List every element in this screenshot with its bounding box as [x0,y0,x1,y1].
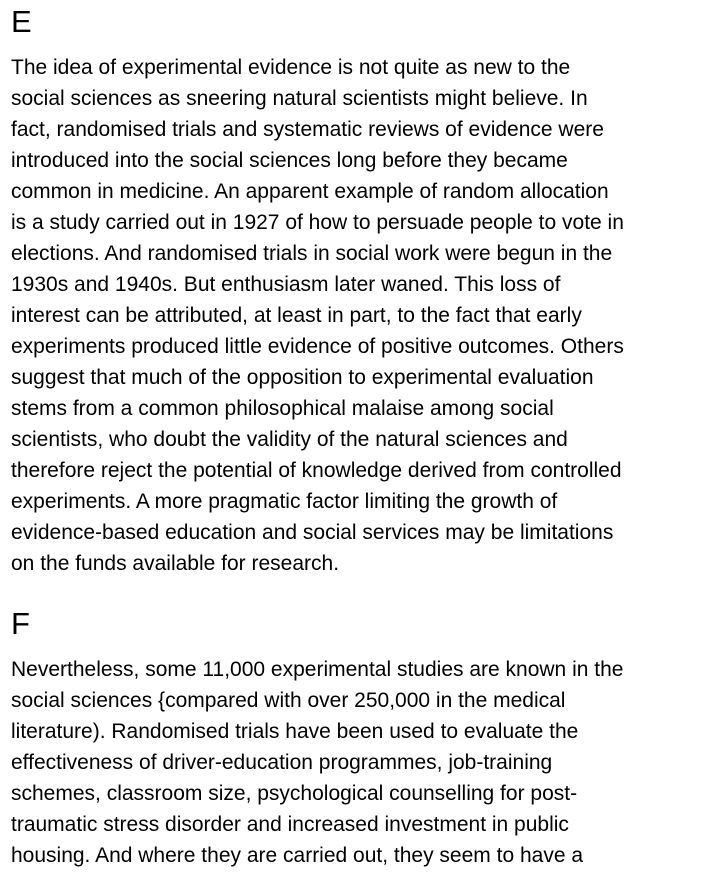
paragraph-line: social sciences {compared with over 250,000 in the medical [11,689,566,712]
paragraph-line: scientists, who doubt the validity of the natural sciences and [11,428,568,451]
paragraph-line: common in medicine. An apparent example of random allocation [11,180,609,203]
paragraph-line: experiments produced little evidence of positive outcomes. Others [11,335,624,358]
paragraph-line: fact, randomised trials and systematic reviews of evidence were [11,118,604,141]
paragraph-line: elections. And randomised trials in social work were begun in the [11,242,613,265]
section-f-heading: F [11,606,30,641]
paragraph-line: Nevertheless, some 11,000 experimental studies are known in the [11,658,624,681]
paragraph-line: evidence-based education and social services may be limitations [11,521,614,544]
paragraph-line: stems from a common philosophical malaise among social [11,397,554,420]
paragraph-line: literature). Randomised trials have been used to evaluate the [11,720,579,743]
section-e [11,0,706,579]
paragraph-line: interest can be attributed, at least in part, to the fact that early [11,304,582,327]
section-e-paragraph [11,52,706,579]
paragraph-line: 1930s and 1940s. But enthusiasm later waned. This loss of [11,273,561,296]
paragraph-line: suggest that much of the opposition to experimental evaluation [11,366,594,389]
paragraph-line: housing. And where they are carried out, they seem to have a [11,844,584,867]
paragraph-line: introduced into the social sciences long before they became [11,149,568,172]
paragraph-line: on the funds available for research. [11,552,340,575]
section-f [11,602,706,871]
paragraph-line: The idea of experimental evidence is not quite as new to the [11,56,571,79]
paragraph-line: schemes, classroom size, psychological counselling for post- [11,782,578,805]
paragraph-line: experiments. A more pragmatic factor limiting the growth of [11,490,558,513]
paragraph-line: effectiveness of driver-education programmes, job-training [11,751,553,774]
section-e-heading: E [11,4,32,39]
paragraph-line: therefore reject the potential of knowledge derived from controlled [11,459,622,482]
section-f-paragraph [11,654,706,871]
paragraph-line: is a study carried out in 1927 of how to persuade people to vote in [11,211,624,234]
paragraph-line: social sciences as sneering natural scientists might believe. In [11,87,588,110]
paragraph-line: traumatic stress disorder and increased investment in public [11,813,569,836]
